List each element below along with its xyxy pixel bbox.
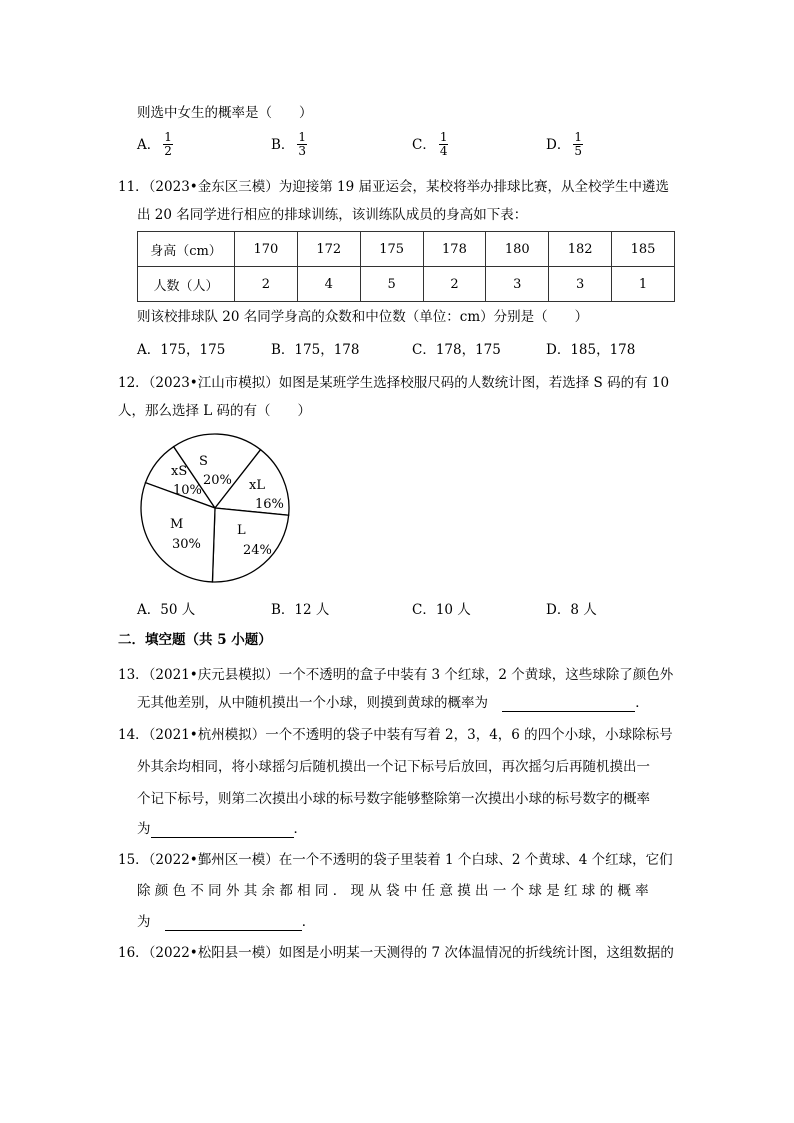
q15-line-2: 除 颜 色 不 同 外 其 余 都 相 同 ． 现 从 袋 中 任 意 摸 出 一 个 球 是 红 球 的 概 率 <box>137 883 649 899</box>
table-cell: 178 <box>423 232 486 267</box>
height-table <box>137 231 675 302</box>
table-header-count: 人数（人） <box>138 267 235 302</box>
q14-line-2: 外其余均相同，将小球摇匀后随机摸出一个记下标号后放回，再次摇匀后再随机摸出一 <box>137 759 650 775</box>
pie-label-s: S <box>199 454 208 469</box>
fraction: $\frac{1}{5}$ <box>574 130 582 158</box>
table-header-height: 身高（cm） <box>138 232 235 267</box>
q10-option-b[interactable]: B． $\frac{1}{3}$ <box>271 130 307 158</box>
q12-option-a[interactable]: A．50 人 <box>137 602 196 618</box>
q14-line-3: 个记下标号，则第二次摸出小球的标号数字能够整除第一次摸出小球的标号数字的概率 <box>137 791 650 807</box>
answer-blank[interactable] <box>502 697 635 712</box>
table-row <box>138 267 675 302</box>
size-pie-chart <box>137 428 293 588</box>
q11-line-2: 出 20 名同学进行相应的排球训练，该训练队成员的身高如下表： <box>137 207 528 223</box>
q12-line-2: 人，那么选择 L 码的有（ ） <box>118 403 312 419</box>
q16-line-1: 16．（2022•松阳县一模）如图是小明某一天测得的 7 次体温情况的折线统计图，这组数据的 <box>118 945 674 961</box>
q11-option-b[interactable]: B．175，178 <box>271 342 360 358</box>
table-cell: 175 <box>360 232 423 267</box>
q12-option-c[interactable]: C．10 人 <box>412 602 471 618</box>
pie-label-xl: xL <box>249 478 265 493</box>
table-cell: 180 <box>486 232 549 267</box>
table-row <box>138 232 675 267</box>
pie-percent-xs: 10% <box>173 483 202 498</box>
q11-option-a[interactable]: A．175，175 <box>137 342 226 358</box>
answer-blank[interactable] <box>151 823 294 838</box>
pie-label-l: L <box>237 523 246 538</box>
q10-stem: 则选中女生的概率是（ ） <box>137 105 313 121</box>
q13-line-2: 无其他差别，从中随机摸出一个小球，则摸到黄球的概率为 ． <box>137 695 649 711</box>
table-cell: 185 <box>612 232 675 267</box>
q10-option-a[interactable]: A． $\frac{1}{2}$ <box>137 130 172 158</box>
q10-option-c[interactable]: C． $\frac{1}{4}$ <box>412 130 448 158</box>
q13-line-1: 13．（2021•庆元县模拟）一个不透明的盒子中装有 3 个红球，2 个黄球，这些球除了颜色外 <box>118 667 674 683</box>
q15-line-1: 15．（2022•鄞州区一模）在一个不透明的袋子里装着 1 个白球、2 个黄球、4 个红球，它们 <box>118 852 673 868</box>
table-cell: 5 <box>360 267 423 302</box>
q10-option-d[interactable]: D． $\frac{1}{5}$ <box>546 130 582 158</box>
q11-line-1: 11．（2023•金东区三模）为迎接第 19 届亚运会，某校将举办排球比赛，从全校学生中遴选 <box>118 179 670 195</box>
table-cell: 3 <box>486 267 549 302</box>
fraction: $\frac{1}{2}$ <box>164 130 172 158</box>
q12-line-1: 12．（2023•江山市模拟）如图是某班学生选择校服尺码的人数统计图，若选择 S 码的有 10 <box>118 375 670 391</box>
q14-line-4: 为 ． <box>137 821 307 837</box>
q11-question: 则该校排球队 20 名同学身高的众数和中位数（单位：cm）分别是（ ） <box>137 309 589 325</box>
fraction: $\frac{1}{3}$ <box>298 130 307 158</box>
table-cell: 4 <box>297 267 360 302</box>
q12-option-b[interactable]: B．12 人 <box>271 602 330 618</box>
fraction: $\frac{1}{4}$ <box>439 130 448 158</box>
pie-label-xs: xS <box>171 464 188 479</box>
table-cell: 2 <box>423 267 486 302</box>
q14-line-1: 14．（2021•杭州模拟）一个不透明的袋子中装有写着 2，3，4，6 的四个小球，小球除标号 <box>118 727 673 743</box>
pie-label-m: M <box>170 517 184 532</box>
table-cell: 182 <box>549 232 612 267</box>
pie-percent-s: 20% <box>203 473 232 488</box>
q15-line-3: 为 ． <box>137 914 316 930</box>
q12-option-d[interactable]: D．8 人 <box>546 602 597 618</box>
table-cell: 1 <box>612 267 675 302</box>
table-cell: 172 <box>297 232 360 267</box>
q11-option-c[interactable]: C．178，175 <box>412 342 501 358</box>
q11-option-d[interactable]: D．185，178 <box>546 342 636 358</box>
pie-percent-m: 30% <box>172 537 201 552</box>
pie-percent-l: 24% <box>243 543 272 558</box>
table-cell: 2 <box>235 267 298 302</box>
table-cell: 3 <box>549 267 612 302</box>
table-cell: 170 <box>235 232 298 267</box>
answer-blank[interactable] <box>165 916 302 931</box>
section-heading-fill-in: 二．填空题（共 5 小题） <box>118 632 272 648</box>
pie-percent-xl: 16% <box>255 497 284 512</box>
